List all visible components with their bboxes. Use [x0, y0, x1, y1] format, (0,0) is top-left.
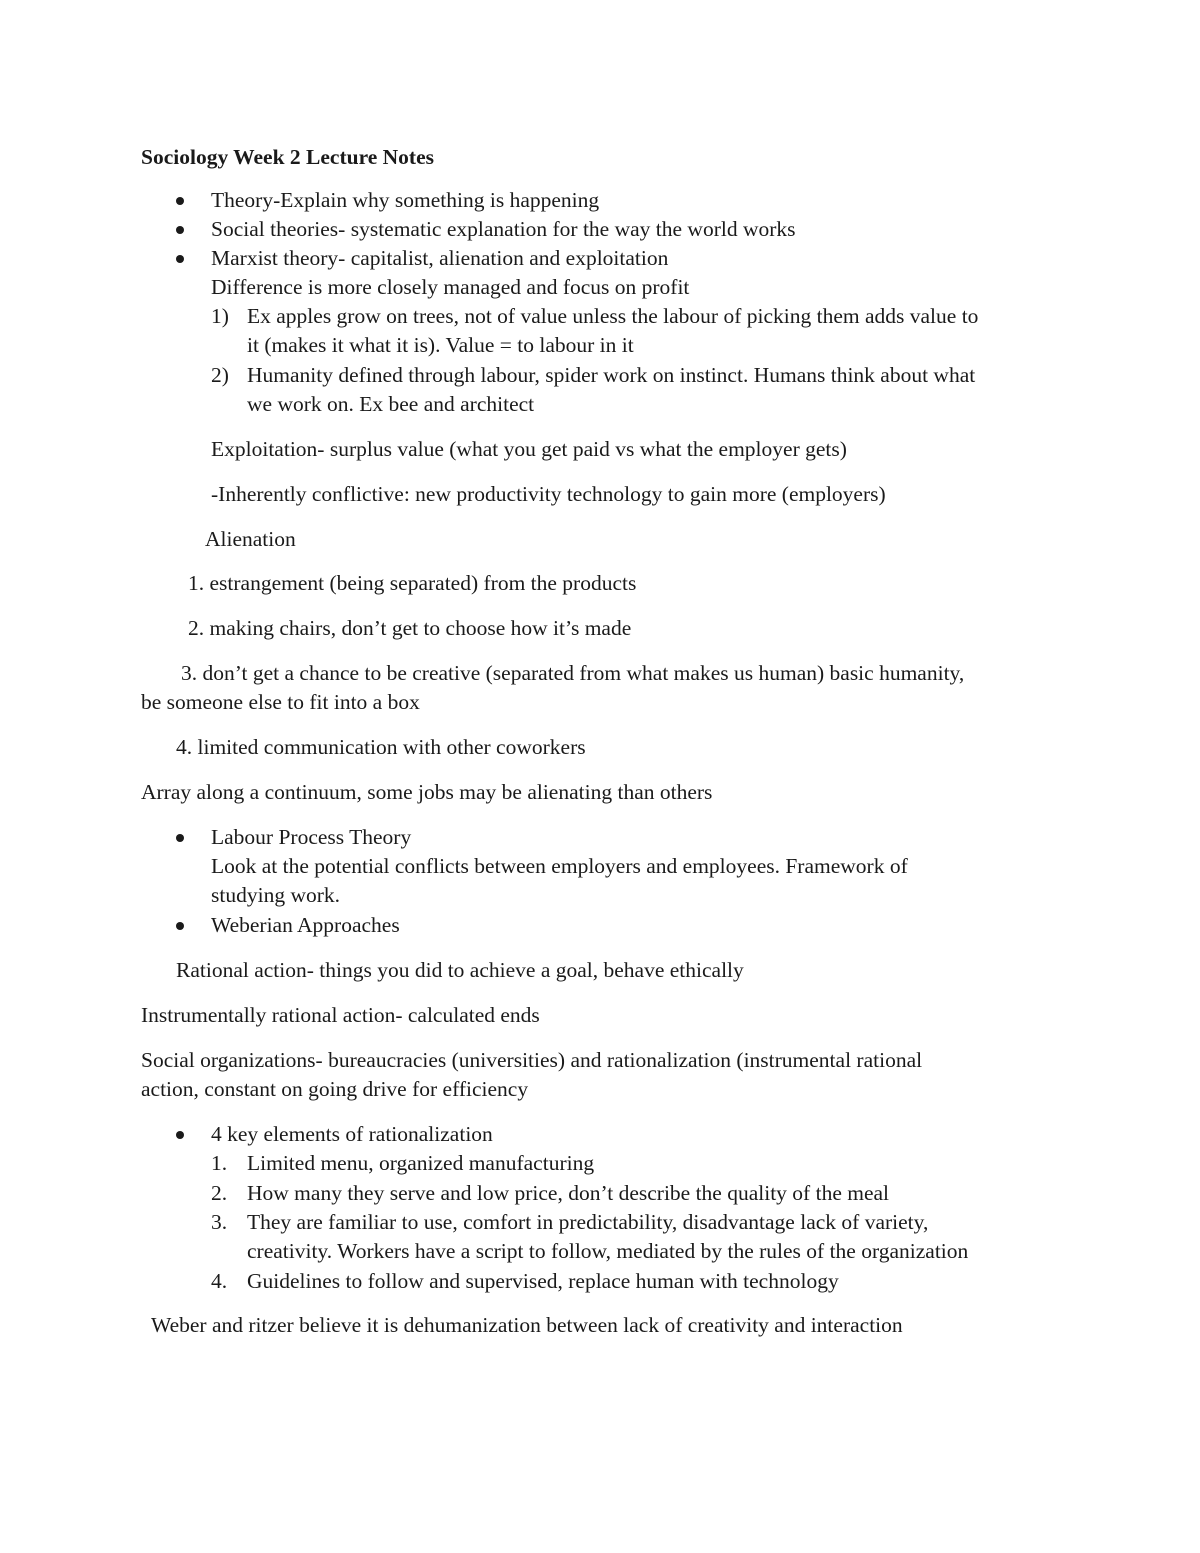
- bullet-item-marxist-theory: Marxist theory- capitalist, alienation and exploitation: [211, 246, 669, 270]
- bullet-item-labour-process-theory: Labour Process Theory: [211, 825, 412, 849]
- bullet-dot: [176, 1131, 184, 1139]
- weber-ritzer-text: Weber and ritzer believe it is dehumanization between lack of creativity and interaction: [151, 1313, 903, 1337]
- exploitation-text: Exploitation- surplus value (what you get paid vs what the employer gets): [211, 437, 847, 461]
- alienation-item-2: 2. making chairs, don’t get to choose how it’s made: [188, 616, 632, 640]
- bullet-item-social-theories: Social theories- systematic explanation for the way the world works: [211, 217, 796, 241]
- rationalization-item-4: Guidelines to follow and supervised, replace human with technology: [247, 1269, 839, 1293]
- list-number: 2): [211, 363, 229, 387]
- bullet-dot: [176, 922, 184, 930]
- marx-list-item-1-line2: it (makes it what it is). Value = to labour in it: [247, 333, 634, 357]
- labour-process-desc-line1: Look at the potential conflicts between employers and employees. Framework of: [211, 854, 908, 878]
- alienation-item-3-line1: 3. don’t get a chance to be creative (separated from what makes us human) basic humanity,: [181, 661, 965, 685]
- bullet-item-key-elements: 4 key elements of rationalization: [211, 1122, 493, 1146]
- continuum-text: Array along a continuum, some jobs may be alienating than others: [141, 780, 713, 804]
- bullet-item-theory: Theory-Explain why something is happening: [211, 188, 600, 212]
- list-number: 2.: [211, 1181, 228, 1205]
- list-number: 4.: [211, 1269, 228, 1293]
- bullet-dot: [176, 197, 184, 205]
- page-title: Sociology Week 2 Lecture Notes: [141, 145, 435, 169]
- list-number: 1.: [211, 1151, 228, 1175]
- bullet-item-weberian-approaches: Weberian Approaches: [211, 913, 400, 937]
- social-organizations-line1: Social organizations- bureaucracies (universities) and rationalization (instrumental rational: [141, 1048, 923, 1072]
- bullet-dot: [176, 255, 184, 263]
- list-number: 1): [211, 304, 229, 328]
- rationalization-item-3-line2: creativity. Workers have a script to follow, mediated by the rules of the organization: [247, 1239, 969, 1263]
- marx-list-item-1-line1: Ex apples grow on trees, not of value unless the labour of picking them adds value to: [247, 304, 979, 328]
- marx-list-item-2-line1: Humanity defined through labour, spider work on instinct. Humans think about what: [247, 363, 976, 387]
- labour-process-desc-line2: studying work.: [211, 883, 340, 907]
- bullet-dot: [176, 226, 184, 234]
- bullet-dot: [176, 834, 184, 842]
- list-number: 3.: [211, 1210, 228, 1234]
- rationalization-item-1: Limited menu, organized manufacturing: [247, 1151, 595, 1175]
- marx-list-item-2-line2: we work on. Ex bee and architect: [247, 392, 535, 416]
- alienation-item-3-line2: be someone else to fit into a box: [141, 690, 420, 714]
- instrumental-action-text: Instrumentally rational action- calculated ends: [141, 1003, 540, 1027]
- alienation-item-1: 1. estrangement (being separated) from the products: [188, 571, 637, 595]
- rational-action-text: Rational action- things you did to achieve a goal, behave ethically: [176, 958, 744, 982]
- alienation-heading: Alienation: [205, 527, 296, 551]
- social-organizations-line2: action, constant on going drive for efficiency: [141, 1077, 529, 1101]
- rationalization-item-2: How many they serve and low price, don’t describe the quality of the meal: [247, 1181, 890, 1205]
- conflictive-text: -Inherently conflictive: new productivity technology to gain more (employers): [211, 482, 886, 506]
- rationalization-item-3-line1: They are familiar to use, comfort in predictability, disadvantage lack of variety,: [247, 1210, 929, 1234]
- marxist-sub-text: Difference is more closely managed and focus on profit: [211, 275, 690, 299]
- alienation-item-4: 4. limited communication with other coworkers: [176, 735, 586, 759]
